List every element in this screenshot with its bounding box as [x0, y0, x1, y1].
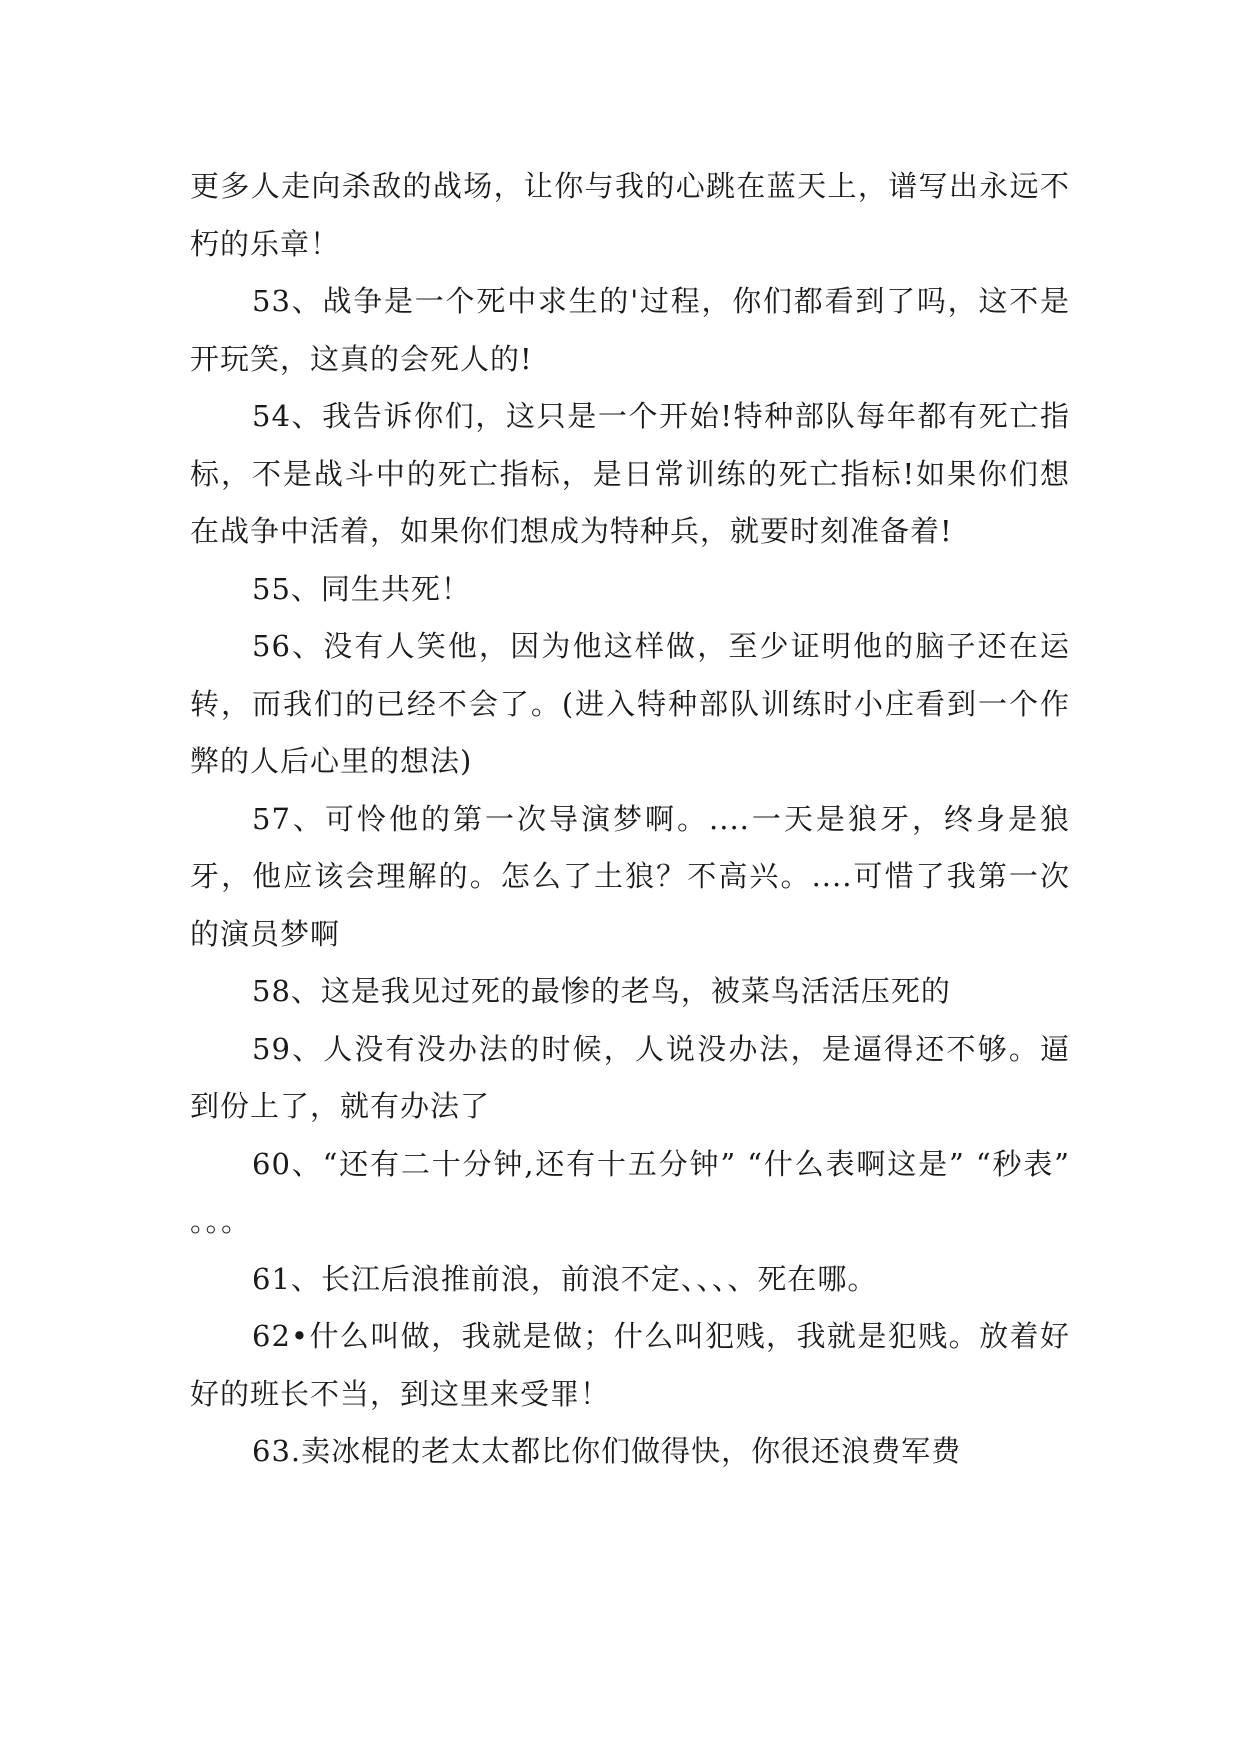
- quote-63: 63.卖冰棍的老太太都比你们做得快，你很还浪费军费: [252, 1434, 962, 1468]
- quote-54: 54、我告诉你们，这只是一个开始!特种部队每年都有死亡指标，不是战斗中的死亡指标，是日常训练的死亡指标!如果你们想在战争中活着，如果你们想成为特种兵，就要时刻准备着!: [190, 399, 1070, 548]
- paragraph-continuation: 更多人走向杀敌的战场，让你与我的心跳在蓝天上，谱写出永远不朽的乐章！: [190, 169, 1070, 261]
- quote-59: 59、人没有没办法的时候，人说没办法，是逼得还不够。逼到份上了，就有办法了: [190, 1031, 1070, 1123]
- quote-55: 55、同生共死！: [252, 571, 471, 606]
- document-body: [190, 158, 1070, 1481]
- quote-62: 62•什么叫做，我就是做；什么叫犯贱，我就是犯贱。放着好好的班长不当，到这里来受罪！: [190, 1319, 1070, 1411]
- quote-61: 61、长江后浪推前浪，前浪不定、、、、死在哪。: [252, 1261, 878, 1296]
- quote-57: 57、可怜他的第一次导演梦啊。....一天是狼牙，终身是狼牙，他应该会理解的。怎么了土狼？不高兴。....可惜了我第一次的演员梦啊: [190, 801, 1070, 951]
- quote-60: 60、“还有二十分钟,还有十五分钟” “什么表啊这是” “秒表” 。。。: [190, 1146, 1070, 1238]
- quote-56: 56、没有人笑他，因为他这样做，至少证明他的脑子还在运转，而我们的已经不会了。(进入特种部队训练时小庄看到一个作弊的人后心里的想法): [190, 629, 1070, 778]
- quote-53: 53、战争是一个死中求生的'过程，你们都看到了吗，这不是开玩笑，这真的会死人的!: [190, 284, 1070, 376]
- quote-58: 58、这是我见过死的最惨的老鸟，被菜鸟活活压死的: [252, 974, 951, 1008]
